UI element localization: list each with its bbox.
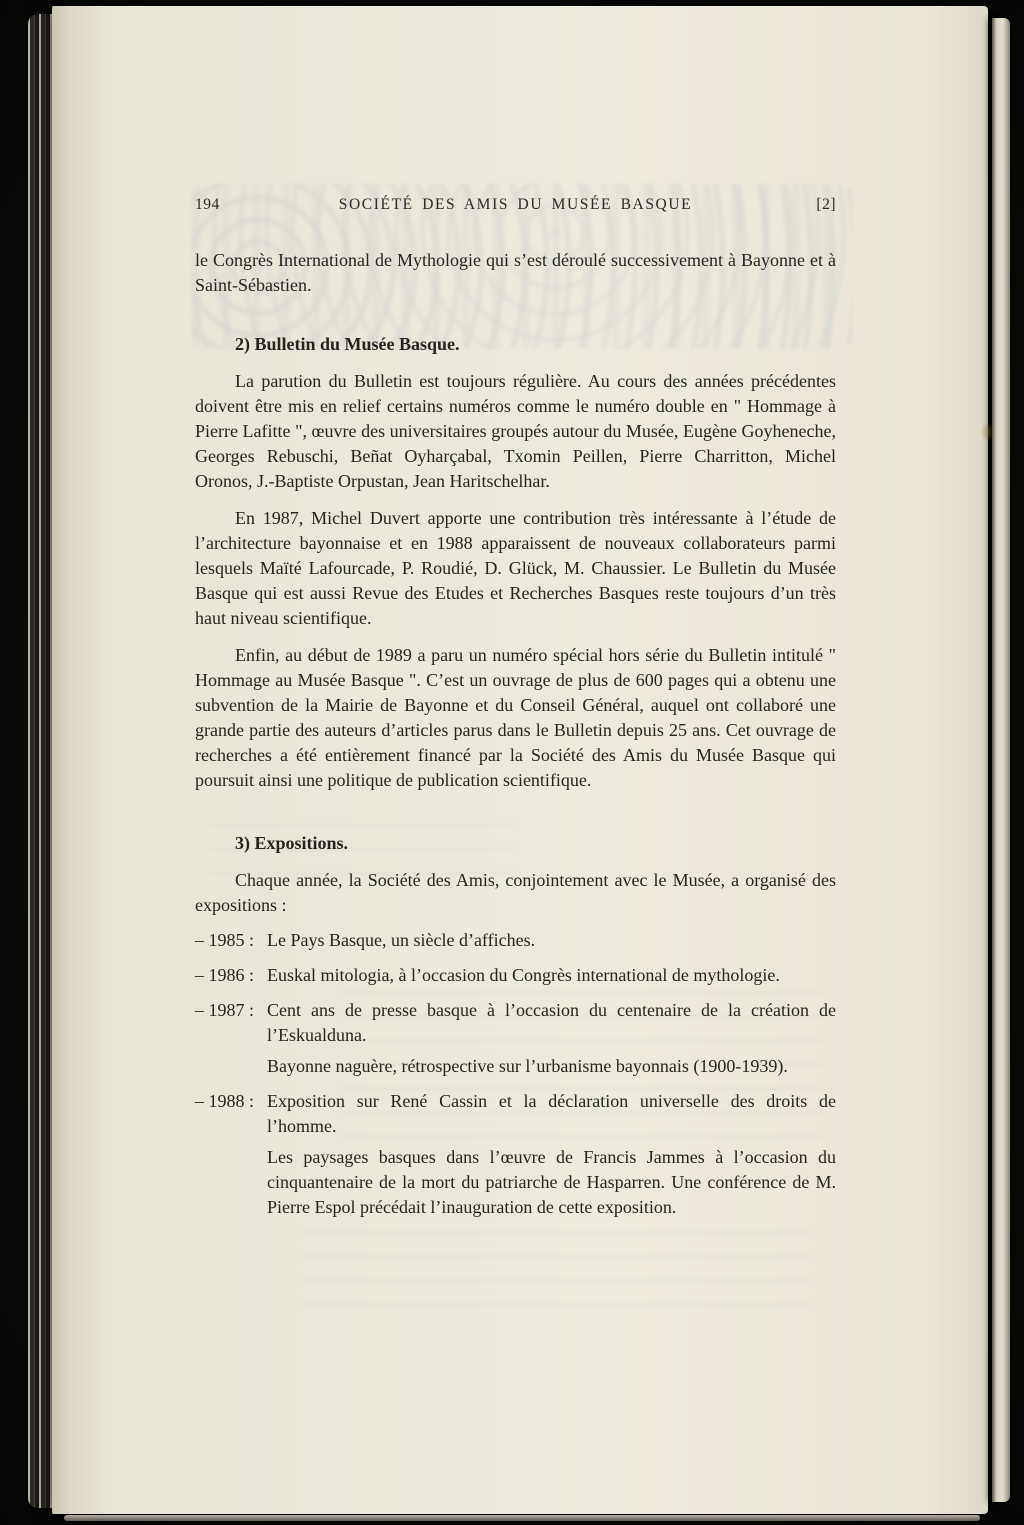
expositions-intro: Chaque année, la Société des Amis, conjointement avec le Musée, a organisé des expositions : [195,870,836,915]
expo-entries [267,928,836,953]
body-paragraph: Enfin, au début de 1989 a paru un numéro spécial hors série du Bulletin intitulé " Hommage au Musée Basque ". C’est un ouvrage de plus de 600 pages qui a obtenu une subvention de la Mairie de Bayonne et du Conseil Général, auquel ont collaboré une grande partie des auteurs d’articles parus dans le Bulletin depuis 25 ans. Cet ouvrage de recherches a été entièrement financé par la Société des Amis du Musée Basque qui poursuit ainsi une politique de publication scientifique. [195,645,836,790]
issue-marker: [2] [816,196,836,213]
body-paragraph: La parution du Bulletin est toujours régulière. Au cours des années précédentes doivent être mis en relief certains numéros comme le numéro double en " Hommage à Pierre Lafitte ", œuvre des universitaires groupés autour du Musée, Eugène Goyheneche, Georges Rebuschi, Beñat Oyharçabal, Txomin Peillen, Pierre Charritton, Michel Oronos, J.-Baptiste Orpustan, Jean Haritschelhar. [195,371,836,491]
expo-year-label: – 1987 : [195,1000,255,1020]
expo-item-1986 [195,963,836,988]
expo-entry: Le Pays Basque, un siècle d’affiches. [267,930,536,950]
intro-paragraph: le Congrès International de Mythologie qui s’est déroulé successivement à Bayonne et à Saint-Sébastien. [195,250,836,295]
expo-entries [267,963,836,988]
expo-entry: Exposition sur René Cassin et la déclaration universelle des droits de l’homme. [267,1091,836,1136]
expo-entry: Les paysages basques dans l’œuvre de Francis Jammes à l’occasion du cinquantenaire de la mort du patriarche de Hasparren. Une conférence de M. Pierre Espol précédait l’inauguration de cette exposition. [267,1147,836,1217]
expo-year-label: – 1985 : [195,930,255,950]
scanned-page [52,6,988,1514]
page-content [52,6,988,1220]
expo-entries [267,998,836,1079]
expo-year-label: – 1988 : [195,1091,255,1111]
expo-year-label: – 1986 : [195,965,255,985]
adjacent-page-edge [992,18,1010,1502]
body-paragraph: En 1987, Michel Duvert apporte une contribution très intéressante à l’étude de l’architecture bayonnaise et en 1988 apparaissent de nouveaux collaborateurs parmi lesquels Maïté Lafourcade, P. Roudié, D. Glück, M. Chaussier. Le Bulletin du Musée Basque qui est aussi Revue des Etudes et Recherches Basques reste toujours d’un très haut niveau scientifique. [195,508,836,628]
page-number: 194 [195,196,220,213]
book-page-edges-bottom [64,1515,980,1521]
expo-entry: Cent ans de presse basque à l’occasion du centenaire de la création de l’Eskualduna. [267,1000,836,1045]
running-title: SOCIÉTÉ DES AMIS DU MUSÉE BASQUE [338,196,693,213]
expo-entries [267,1089,836,1220]
section-heading-bulletin: 2) Bulletin du Musée Basque. [235,334,460,354]
expositions-list [195,928,836,1220]
show-through-text [302,1231,812,1326]
expo-entry: Bayonne naguère, rétrospective sur l’urbanisme bayonnais (1900-1939). [267,1056,788,1076]
expo-item-1985 [195,928,836,953]
expo-item-1988 [195,1089,836,1220]
section-heading-expositions: 3) Expositions. [235,833,349,853]
expo-entry: Euskal mitologia, à l’occasion du Congrès international de mythologie. [267,965,780,985]
page-header [195,192,836,214]
expo-item-1987 [195,998,836,1079]
